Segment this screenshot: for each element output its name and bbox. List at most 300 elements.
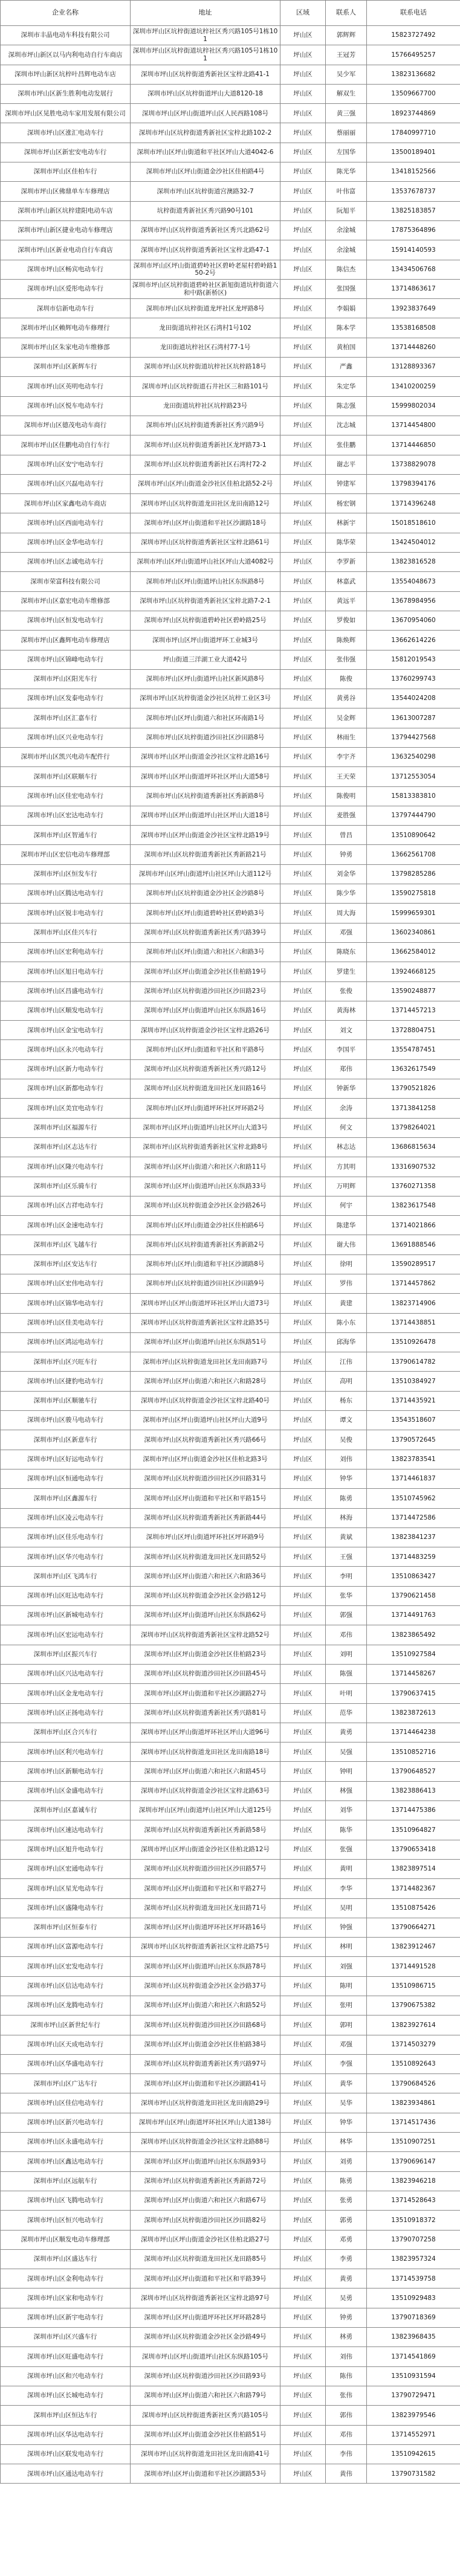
cell-company-name: 深圳市坪山区兴达电动车行 xyxy=(1,1664,131,1683)
cell-phone: 15766495257 xyxy=(367,45,460,65)
cell-phone: 13798264021 xyxy=(367,1118,460,1137)
cell-contact-person: 钟新华 xyxy=(326,1079,367,1099)
cell-contact-person: 叶明 xyxy=(326,1684,367,1703)
cell-phone: 13714435921 xyxy=(367,1391,460,1410)
cell-district: 坪山区 xyxy=(280,1079,326,1099)
cell-phone: 13316907532 xyxy=(367,1157,460,1177)
table-row xyxy=(1,1137,460,1157)
cell-contact-person: 黄勇 xyxy=(326,2269,367,2289)
cell-phone: 13714491763 xyxy=(367,1606,460,1625)
cell-address: 深圳市坪山区坪山街道六和社区六和路28号 xyxy=(131,1372,280,1391)
cell-address: 深圳市坪山区坪山街道和平社区沙湖路18号 xyxy=(131,513,280,533)
cell-phone: 15823727492 xyxy=(367,26,460,45)
cell-address: 深圳市坪山区坑梓街道龙田社区龙田路85号 xyxy=(131,2249,280,2269)
cell-district: 坪山区 xyxy=(280,2425,326,2444)
cell-contact-person: 陈光华 xyxy=(326,162,367,182)
cell-district: 坪山区 xyxy=(280,631,326,650)
cell-phone: 13790648527 xyxy=(367,1762,460,1781)
cell-address: 深圳市坪山区坪山街道坪环社区坪山大道96号 xyxy=(131,1723,280,1742)
cell-address: 深圳市坪山区坑梓街道秀新社区宝梓北路8号 xyxy=(131,1137,280,1157)
cell-contact-person: 刘伟 xyxy=(326,1450,367,1469)
cell-contact-person: 罗伟 xyxy=(326,1274,367,1294)
cell-district: 坪山区 xyxy=(280,455,326,474)
cell-address: 深圳市坪山区坪山街道坪山社区坪山大道112号 xyxy=(131,864,280,884)
cell-company-name: 深圳市坪山区恒泰车行 xyxy=(1,1918,131,1937)
cell-contact-person: 陈信杰 xyxy=(326,260,367,279)
cell-district: 坪山区 xyxy=(280,2133,326,2152)
cell-address: 深圳市坪山区坑梓街道龙田社区龙田南路7号 xyxy=(131,1352,280,1372)
cell-district: 坪山区 xyxy=(280,806,326,825)
cell-company-name: 深圳市荣富科技有限公司 xyxy=(1,572,131,591)
table-row xyxy=(1,279,460,298)
cell-phone: 13509667700 xyxy=(367,84,460,103)
cell-phone: 13510931594 xyxy=(367,2366,460,2386)
cell-phone: 13825183857 xyxy=(367,201,460,220)
cell-company-name: 深圳市坪山区悦车电动车行 xyxy=(1,396,131,416)
cell-phone: 13713841258 xyxy=(367,1099,460,1118)
cell-district: 坪山区 xyxy=(280,1450,326,1469)
cell-district: 坪山区 xyxy=(280,416,326,435)
cell-phone: 13418152566 xyxy=(367,162,460,182)
cell-contact-person: 何文 xyxy=(326,1118,367,1137)
cell-company-name: 深圳市坪山区宏信电动车修理部 xyxy=(1,845,131,864)
table-row xyxy=(1,2269,460,2289)
cell-company-name: 深圳市坪山区赖辉电动车修理行 xyxy=(1,318,131,338)
cell-company-name: 深圳市坪山新区以马内利电动自行车商店 xyxy=(1,45,131,65)
cell-phone: 13590248877 xyxy=(367,981,460,1001)
cell-company-name: 深圳市坪山区德茂电动车商行 xyxy=(1,416,131,435)
table-header-row xyxy=(1,1,460,26)
cell-phone: 13760299743 xyxy=(367,669,460,689)
table-row xyxy=(1,2406,460,2425)
cell-address: 深圳市坪山区坑梓街道龙田社区龙田路71号 xyxy=(131,1898,280,1918)
cell-phone: 13790696147 xyxy=(367,2152,460,2171)
cell-contact-person: 郑伟 xyxy=(326,1059,367,1079)
cell-address: 龙田街道坑梓社区石湾村1号102 xyxy=(131,318,280,338)
cell-district: 坪山区 xyxy=(280,1684,326,1703)
cell-company-name: 深圳市坪山区佛鼎单车车修理店 xyxy=(1,182,131,201)
cell-contact-person: 钟勇 xyxy=(326,2308,367,2327)
table-row xyxy=(1,474,460,493)
table-row xyxy=(1,1547,460,1567)
cell-phone: 13823865492 xyxy=(367,1625,460,1645)
cell-district: 坪山区 xyxy=(280,1976,326,1996)
table-row xyxy=(1,26,460,45)
cell-company-name: 深圳市坪山区宏发电动车行 xyxy=(1,1957,131,1976)
cell-phone: 13797444790 xyxy=(367,806,460,825)
cell-district: 坪山区 xyxy=(280,201,326,220)
cell-address: 深圳市坪山区坪山街道金沙社区佳柏北路3号 xyxy=(131,1450,280,1469)
cell-company-name: 深圳市坪山区顺发电动车行 xyxy=(1,1001,131,1020)
cell-phone: 13823979546 xyxy=(367,2406,460,2425)
cell-company-name: 深圳市坪山区华盛电动车行 xyxy=(1,2054,131,2073)
cell-district: 坪山区 xyxy=(280,981,326,1001)
cell-contact-person: 李伟 xyxy=(326,2444,367,2464)
table-row xyxy=(1,2289,460,2308)
cell-contact-person: 钟建军 xyxy=(326,474,367,493)
cell-district: 坪山区 xyxy=(280,572,326,591)
table-row xyxy=(1,1450,460,1469)
cell-phone: 13678984956 xyxy=(367,591,460,611)
cell-district: 坪山区 xyxy=(280,1372,326,1391)
table-row xyxy=(1,1430,460,1450)
cell-district: 坪山区 xyxy=(280,728,326,747)
cell-company-name: 深圳市坪山区凌云电动车行 xyxy=(1,1508,131,1527)
cell-contact-person: 郭勇 xyxy=(326,2211,367,2230)
cell-contact-person: 陈勇 xyxy=(326,1489,367,1508)
table-row xyxy=(1,611,460,630)
cell-address: 深圳市坪山区坑梓街道金沙社区金沙路12号 xyxy=(131,1586,280,1605)
cell-contact-person: 陈建华 xyxy=(326,1216,367,1235)
table-row xyxy=(1,864,460,884)
cell-address: 深圳市坪山区坪山街道六和社区六和路67号 xyxy=(131,2191,280,2210)
table-row xyxy=(1,1606,460,1625)
cell-address: 深圳市坪山区坪山街道和平社区沙湖路27号 xyxy=(131,1684,280,1703)
cell-district: 坪山区 xyxy=(280,553,326,572)
cell-phone: 13590275818 xyxy=(367,884,460,904)
cell-phone: 13510907251 xyxy=(367,2133,460,2152)
cell-phone: 13790675382 xyxy=(367,1996,460,2015)
cell-address: 深圳市坪山区坪山街道坪山社区东纵路62号 xyxy=(131,1606,280,1625)
cell-address: 深圳市坪山区坪山街道坪山社区坪山大道18号 xyxy=(131,806,280,825)
table-row xyxy=(1,981,460,1001)
cell-district: 坪山区 xyxy=(280,1801,326,1820)
cell-contact-person: 陈明 xyxy=(326,1976,367,1996)
cell-address: 深圳市坪山区坪山街道和平社区和平路27号 xyxy=(131,1879,280,1898)
cell-phone: 13632540298 xyxy=(367,747,460,766)
cell-district: 坪山区 xyxy=(280,2464,326,2484)
cell-phone: 13823841237 xyxy=(367,1527,460,1547)
cell-address: 深圳市坪山区坑梓街道龙田社区龙田南路12号 xyxy=(131,494,280,513)
table-row xyxy=(1,1957,460,1976)
cell-company-name: 深圳市坪山区长城电动车行 xyxy=(1,2386,131,2405)
cell-phone: 13823886413 xyxy=(367,1781,460,1800)
cell-contact-person: 谢大伟 xyxy=(326,1235,367,1254)
table-row xyxy=(1,1059,460,1079)
table-row xyxy=(1,1177,460,1196)
cell-district: 坪山区 xyxy=(280,2289,326,2308)
cell-address: 深圳市坪山区坑梓街道秀新社区秀兴路81号 xyxy=(131,1703,280,1723)
cell-address: 深圳市坪山区坪山街道和平社区沙湖路53号 xyxy=(131,2464,280,2484)
cell-phone: 13714472586 xyxy=(367,1508,460,1527)
cell-phone: 13714491528 xyxy=(367,1957,460,1976)
cell-company-name: 深圳市坪山区恒达车行 xyxy=(1,2406,131,2425)
cell-company-name: 深圳市坪山区佳信电动车行 xyxy=(1,2093,131,2113)
cell-address: 深圳市坪山区坑梓街道秀新社区秀兴路66号 xyxy=(131,1430,280,1450)
cell-contact-person: 吴少军 xyxy=(326,65,367,84)
cell-contact-person: 吴俊 xyxy=(326,1430,367,1450)
cell-company-name: 深圳市坪山区西面电动车行 xyxy=(1,513,131,533)
cell-phone: 13823783541 xyxy=(367,1450,460,1469)
cell-phone: 13738829078 xyxy=(367,455,460,474)
cell-contact-person: 解双生 xyxy=(326,84,367,103)
table-row xyxy=(1,942,460,962)
cell-phone: 13714863617 xyxy=(367,279,460,298)
cell-contact-person: 罗建生 xyxy=(326,962,367,981)
cell-district: 坪山区 xyxy=(280,2054,326,2073)
cell-company-name: 深圳市坪山区金盛电动车行 xyxy=(1,1781,131,1800)
cell-company-name: 深圳市坪山区志诚电动车行 xyxy=(1,553,131,572)
cell-district: 坪山区 xyxy=(280,240,326,260)
cell-address: 深圳市坪山区坑梓街道金沙社区宝梓北路26号 xyxy=(131,1021,280,1040)
cell-address: 深圳市坪山区坪山街道坪环工业城3号 xyxy=(131,631,280,650)
cell-address: 深圳市坪山区坪山街道坪山社区坪山大道125号 xyxy=(131,1801,280,1820)
cell-district: 坪山区 xyxy=(280,318,326,338)
cell-phone: 13790614782 xyxy=(367,1352,460,1372)
cell-contact-person: 刘华 xyxy=(326,1801,367,1820)
cell-phone: 13714475386 xyxy=(367,1801,460,1820)
cell-phone: 13662584012 xyxy=(367,942,460,962)
cell-phone: 13554048673 xyxy=(367,572,460,591)
cell-address: 深圳市坪山区坑梓街道沙田社区沙田路68号 xyxy=(131,2016,280,2035)
cell-district: 坪山区 xyxy=(280,377,326,396)
cell-district: 坪山区 xyxy=(280,1938,326,1957)
cell-phone: 13632617549 xyxy=(367,1059,460,1079)
cell-district: 坪山区 xyxy=(280,1430,326,1450)
cell-district: 坪山区 xyxy=(280,1527,326,1547)
cell-district: 坪山区 xyxy=(280,923,326,942)
cell-phone: 13760271358 xyxy=(367,1177,460,1196)
cell-phone: 13691888546 xyxy=(367,1235,460,1254)
cell-address: 深圳市坪山区坑梓街道龙田社区龙田路52号 xyxy=(131,1547,280,1567)
cell-contact-person: 张勇 xyxy=(326,2191,367,2210)
cell-company-name: 深圳市坪山区发泰电动车行 xyxy=(1,689,131,708)
cell-company-name: 深圳市坪山区佳美电动车行 xyxy=(1,1313,131,1332)
table-row xyxy=(1,2386,460,2405)
cell-company-name: 深圳市坪山区家和电动车行 xyxy=(1,2289,131,2308)
cell-district: 坪山区 xyxy=(280,1723,326,1742)
cell-phone: 13823968435 xyxy=(367,2328,460,2347)
cell-contact-person: 陈小东 xyxy=(326,1313,367,1332)
cell-company-name: 深圳市坪山区安达车行 xyxy=(1,1254,131,1274)
cell-address: 深圳市坪山区坑梓街道秀新社区宝梓北路75号 xyxy=(131,1938,280,1957)
cell-district: 坪山区 xyxy=(280,1059,326,1079)
cell-district: 坪山区 xyxy=(280,2347,326,2366)
cell-contact-person: 叶伟富 xyxy=(326,182,367,201)
table-row xyxy=(1,1079,460,1099)
cell-company-name: 深圳市坪山区金龙电动车行 xyxy=(1,1684,131,1703)
cell-company-name: 深圳市坪山区捷豹电动车行 xyxy=(1,1372,131,1391)
cell-company-name: 深圳市坪山区新兴电动车行 xyxy=(1,2113,131,2132)
cell-phone: 13823897514 xyxy=(367,1859,460,1878)
table-row xyxy=(1,201,460,220)
cell-district: 坪山区 xyxy=(280,104,326,123)
cell-company-name: 深圳市坪山区朱家电动车维修部 xyxy=(1,338,131,357)
cell-company-name: 深圳市坪山区旭升电动车行 xyxy=(1,1840,131,1859)
table-row xyxy=(1,591,460,611)
cell-company-name: 深圳市坪山区振兴车行 xyxy=(1,1645,131,1664)
cell-district: 坪山区 xyxy=(280,1021,326,1040)
cell-company-name: 深圳市坪山区恒发车行 xyxy=(1,864,131,884)
cell-district: 坪山区 xyxy=(280,884,326,904)
cell-district: 坪山区 xyxy=(280,1820,326,1840)
table-row xyxy=(1,455,460,474)
cell-phone: 13714503279 xyxy=(367,2035,460,2054)
cell-phone: 13613007287 xyxy=(367,708,460,728)
cell-phone: 13714483259 xyxy=(367,1547,460,1567)
cell-district: 坪山区 xyxy=(280,1645,326,1664)
cell-address: 坑梓街道秀新社区秀兴路90号101 xyxy=(131,201,280,220)
cell-district: 坪山区 xyxy=(280,2444,326,2464)
cell-address: 深圳市坪山区坑梓街道秀新社区宝梓北路52号 xyxy=(131,1625,280,1645)
cell-district: 坪山区 xyxy=(280,864,326,884)
cell-address: 深圳市坪山区坑梓街道龙田社区龙田南路29号 xyxy=(131,2093,280,2113)
cell-address: 深圳市坪山区坑梓街道秀新社区秀新路2号 xyxy=(131,1235,280,1254)
cell-address: 深圳市坪山区坑梓街道秀新社区宝梓北路41-1 xyxy=(131,65,280,84)
cell-district: 坪山区 xyxy=(280,1040,326,1059)
cell-contact-person: 余淦城 xyxy=(326,240,367,260)
cell-company-name: 深圳市坪山区凯兴电动车配件行 xyxy=(1,747,131,766)
table-row xyxy=(1,2366,460,2386)
cell-contact-person: 周大海 xyxy=(326,904,367,923)
cell-contact-person: 严鑫 xyxy=(326,358,367,377)
cell-address: 深圳市坪山区坪山街道金沙社区宝梓北路19号 xyxy=(131,826,280,845)
cell-company-name: 深圳市坪山区金华电动车行 xyxy=(1,533,131,552)
cell-company-name: 深圳市坪山区安宁电动车行 xyxy=(1,455,131,474)
cell-company-name: 深圳市坪山区新顺电动车行 xyxy=(1,1762,131,1781)
table-row xyxy=(1,65,460,84)
table-row xyxy=(1,494,460,513)
table-row xyxy=(1,1254,460,1274)
cell-address: 深圳市坪山区坑梓街道沙田社区沙田路45号 xyxy=(131,1664,280,1683)
table-row xyxy=(1,708,460,728)
cell-district: 坪山区 xyxy=(280,845,326,864)
cell-phone: 13510942615 xyxy=(367,2444,460,2464)
cell-address: 龙田街道坑梓社区石湾村77-1号 xyxy=(131,338,280,357)
cell-contact-person: 郭辉辉 xyxy=(326,26,367,45)
table-row xyxy=(1,2308,460,2327)
cell-phone: 13510875426 xyxy=(367,1898,460,1918)
cell-address: 深圳市坪山区坑梓街道秀新社区宝梓北路97号 xyxy=(131,2289,280,2308)
cell-address: 深圳市坪山区坑梓街道金沙社区金沙路37号 xyxy=(131,1976,280,1996)
cell-contact-person: 何宇 xyxy=(326,1196,367,1215)
table-row xyxy=(1,2211,460,2230)
cell-district: 坪山区 xyxy=(280,338,326,357)
cell-company-name: 深圳市坪山区新意车行 xyxy=(1,1430,131,1450)
cell-district: 坪山区 xyxy=(280,1996,326,2015)
cell-phone: 13790684526 xyxy=(367,2074,460,2093)
cell-company-name: 深圳市坪山区速达电动车行 xyxy=(1,1820,131,1840)
cell-address: 深圳市坪山区坑梓街道碧岭社区碧岭路25号 xyxy=(131,611,280,630)
table-row xyxy=(1,396,460,416)
cell-contact-person: 郭伟 xyxy=(326,2406,367,2425)
cell-phone: 13510863427 xyxy=(367,1567,460,1586)
cell-company-name: 深圳市丰晶电动车科技有限公司 xyxy=(1,26,131,45)
table-row xyxy=(1,2347,460,2366)
cell-contact-person: 朱定华 xyxy=(326,377,367,396)
cell-company-name: 深圳市坪山区新辉车行 xyxy=(1,358,131,377)
cell-district: 坪山区 xyxy=(280,1664,326,1683)
header-phone: 联系电话 xyxy=(367,1,460,26)
cell-phone: 13714528643 xyxy=(367,2191,460,2210)
table-row xyxy=(1,2171,460,2191)
table-row xyxy=(1,1664,460,1683)
cell-district: 坪山区 xyxy=(280,591,326,611)
table-row xyxy=(1,2133,460,2152)
table-row xyxy=(1,1372,460,1391)
cell-phone: 13714454800 xyxy=(367,416,460,435)
cell-phone: 13670954060 xyxy=(367,611,460,630)
cell-address: 深圳市坪山区坪山街道金沙社区佳柏北路27号 xyxy=(131,2230,280,2249)
cell-contact-person: 陈本学 xyxy=(326,318,367,338)
header-company-name: 企业名称 xyxy=(1,1,131,26)
cell-address: 深圳市坪山区坑梓街道金沙社区宝梓北路63号 xyxy=(131,1781,280,1800)
cell-address: 深圳市坪山区坪山街道坪山社区东纵路51号 xyxy=(131,1332,280,1352)
table-row xyxy=(1,728,460,747)
cell-address: 深圳市坪山区坑梓街道秀新社区宝梓北路102-2 xyxy=(131,123,280,143)
cell-contact-person: 邓强 xyxy=(326,2035,367,2054)
cell-address: 深圳市坪山区坪山街道金沙社区佳柏路38号 xyxy=(131,2035,280,2054)
cell-contact-person: 刘金华 xyxy=(326,864,367,884)
cell-contact-person: 郭明 xyxy=(326,2016,367,2035)
cell-address: 深圳市坪山区坪山街道坪山社区坪山大道9号 xyxy=(131,1411,280,1430)
cell-contact-person: 张伟强 xyxy=(326,650,367,669)
table-row xyxy=(1,338,460,357)
cell-contact-person: 林明 xyxy=(326,1938,367,1957)
cell-contact-person: 李华 xyxy=(326,1879,367,1898)
cell-phone: 13790572645 xyxy=(367,1430,460,1450)
table-row xyxy=(1,143,460,162)
cell-phone: 15813383810 xyxy=(367,786,460,806)
cell-district: 坪山区 xyxy=(280,1391,326,1410)
cell-company-name: 深圳市坪山区宏伟电动车行 xyxy=(1,1274,131,1294)
cell-phone: 13510918372 xyxy=(367,2211,460,2230)
cell-company-name: 深圳市坪山区隆兴电动车行 xyxy=(1,1157,131,1177)
cell-company-name: 深圳市坪山区新都电动车行 xyxy=(1,1079,131,1099)
cell-address: 深圳市坪山区坑梓街道金沙社区宝梓北路40号 xyxy=(131,1391,280,1410)
cell-company-name: 深圳市坪山区旺达电动车行 xyxy=(1,1586,131,1605)
cell-address: 深圳市坪山区坑梓街道秀新社区秀兴北路62号 xyxy=(131,220,280,240)
cell-contact-person: 王冠芳 xyxy=(326,45,367,65)
cell-company-name: 深圳市坪山区志达车行 xyxy=(1,1137,131,1157)
cell-phone: 13510929483 xyxy=(367,2289,460,2308)
table-row xyxy=(1,1099,460,1118)
cell-phone: 13544024208 xyxy=(367,689,460,708)
table-row xyxy=(1,358,460,377)
cell-phone: 13823136682 xyxy=(367,65,460,84)
cell-district: 坪山区 xyxy=(280,826,326,845)
cell-phone: 13714552971 xyxy=(367,2425,460,2444)
cell-phone: 13790621458 xyxy=(367,1586,460,1605)
cell-phone: 13510926478 xyxy=(367,1332,460,1352)
cell-contact-person: 林雨生 xyxy=(326,728,367,747)
cell-address: 深圳市坪山区坑梓街道秀新社区秀兴路97号 xyxy=(131,2054,280,2073)
cell-contact-person: 林新宇 xyxy=(326,513,367,533)
cell-phone: 13823714906 xyxy=(367,1294,460,1313)
cell-contact-person: 钟华 xyxy=(326,1469,367,1488)
cell-address: 深圳市坪山区坑梓街道龙田社区龙田南路18号 xyxy=(131,1742,280,1762)
cell-contact-person: 杨东 xyxy=(326,1391,367,1410)
table-row xyxy=(1,1391,460,1410)
cell-phone: 13714539758 xyxy=(367,2269,460,2289)
cell-district: 坪山区 xyxy=(280,220,326,240)
cell-district: 坪山区 xyxy=(280,2152,326,2171)
table-row xyxy=(1,1684,460,1703)
table-row xyxy=(1,1274,460,1294)
cell-phone: 13790637415 xyxy=(367,1684,460,1703)
cell-district: 坪山区 xyxy=(280,1216,326,1235)
cell-address: 深圳市坪山区坪山街道金沙社区宝梓北路16号 xyxy=(131,747,280,766)
cell-phone: 13924668125 xyxy=(367,962,460,981)
table-row xyxy=(1,1703,460,1723)
cell-company-name: 深圳市坪山区家鑫电动车商店 xyxy=(1,494,131,513)
cell-contact-person: 李罗新 xyxy=(326,553,367,572)
cell-address: 深圳市坪山区坑梓街道坑梓社区秀兴路105号1栋101 xyxy=(131,26,280,45)
table-row xyxy=(1,1898,460,1918)
table-row xyxy=(1,1859,460,1878)
cell-address: 深圳市坪山区坑梓街道沙田社区沙田路57号 xyxy=(131,1859,280,1878)
table-row xyxy=(1,1645,460,1664)
